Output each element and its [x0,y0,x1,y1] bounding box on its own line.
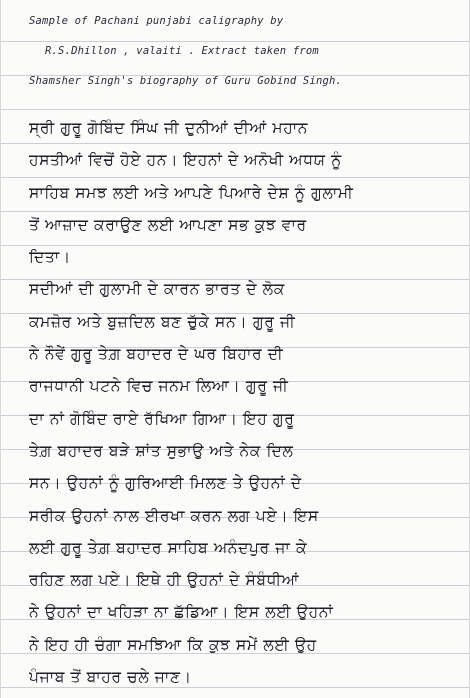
passage-line: ਪੰਜਾਬ ਤੋਂ ਬਾਹਰ ਚਲੇ ਜਾਣ। [29,668,192,687]
passage-line: ਸਰੀਕ ਉਹਨਾਂ ਨਾਲ ਈਰਖਾ ਕਰਨ ਲਗ ਪਏ। ਇਸ [29,506,319,525]
passage-line: ਤੇਗ਼ ਬਹਾਦਰ ਬੜੇ ਸ਼ਾਂਤ ਸੁਭਾਉ ਅਤੇ ਨੇਕ ਦਿਲ [29,441,294,460]
passage-line: ਲਈ ਗੁਰੂ ਤੇਗ਼ ਬਹਾਦਰ ਸਾਹਿਬ ਅਨੰਦਪੁਰ ਜਾ ਕੇ [29,538,308,557]
passage-line: ਸਦੀਆਂ ਦੀ ਗੁਲਾਮੀ ਦੇ ਕਾਰਨ ਭਾਰਤ ਦੇ ਲੋਕ [29,280,285,299]
passage-line: ਸ੍ਰੀ ਗੁਰੂ ਗੋਬਿੰਦ ਸਿੰਘ ਜੀ ਦੁਨੀਆਂ ਦੀਆਂ ਮਹਾਨ [29,119,309,137]
gurmukhi-passage [29,112,457,693]
passage-line: ਤੋਂ ਆਜ਼ਾਦ ਕਰਾਉਣ ਲਈ ਆਪਣਾ ਸਭ ਕੁਝ ਵਾਰ [29,215,307,234]
passage-line: ਰਹਿਣ ਲਗ ਪਏ। ਇਥੇ ਹੀ ਉਹਨਾਂ ਦੇ ਸੰਬੰਧੀਆਂ [29,571,300,590]
passage-line: ਨੇ ਉਹਨਾਂ ਦਾ ਖਹਿੜਾ ਨਾ ਛੱਡਿਆ। ਇਸ ਲਈ ਉਹਨਾਂ [29,603,334,622]
caption-line-3: Shamsher Singh's biography of Guru Gobind Singh. [29,75,343,87]
passage-line: ਹਸਤੀਆਂ ਵਿਚੋਂ ਹੋਏ ਹਨ। ਇਹਨਾਂ ਦੇ ਅਨੋਖੀ ਅਧਯ ਨੂੰ [29,151,342,170]
caption-line-1: Sample of Pachani punjabi caligraphy by [29,15,284,27]
passage-line: ਦਿਤਾ। [29,248,71,267]
passage-line: ਦਾ ਨਾਂ ਗੋਬਿੰਦ ਰਾਏ ਰੱਖਿਆ ਗਿਆ। ਇਹ ਗੁਰੂ [29,409,295,428]
passage-line: ਸਨ। ਉਹਨਾਂ ਨੂੰ ਗੁਰਿਆਈ ਮਿਲਣ ਤੇ ਉਹਨਾਂ ਦੇ [29,474,302,493]
caption-block [29,6,459,96]
passage-line: ਰਾਜਧਾਨੀ ਪਟਨੇ ਵਿਚ ਜਨਮ ਲਿਆ। ਗੁਰੂ ਜੀ [29,377,289,396]
passage-line: ਸਾਹਿਬ ਸਮਝ ਲਈ ਅਤੇ ਆਪਣੇ ਪਿਆਰੇ ਦੇਸ਼ ਨੂੰ ਗੁਲਾਮੀ [29,183,354,202]
passage-line: ਨੇ ਨੌਵੇਂ ਗੁਰੂ ਤੇਗ਼ ਬਹਾਦਰ ਦੇ ਘਰ ਬਿਹਾਰ ਦੀ [29,345,284,364]
passage-line: ਕਮਜ਼ੋਰ ਅਤੇ ਬੁਜ਼ਦਿਲ ਬਣ ਚੁੱਕੇ ਸਨ। ਗੁਰੂ ਜੀ [29,312,296,331]
caption-line-2: R.S.Dhillon , valaiti . Extract taken from [45,45,319,57]
passage-line: ਨੇ ਇਹ ਹੀ ਚੰਗਾ ਸਮਝਿਆ ਕਿ ਕੁਝ ਸਮੇਂ ਲਈ ਉਹ [29,635,317,654]
